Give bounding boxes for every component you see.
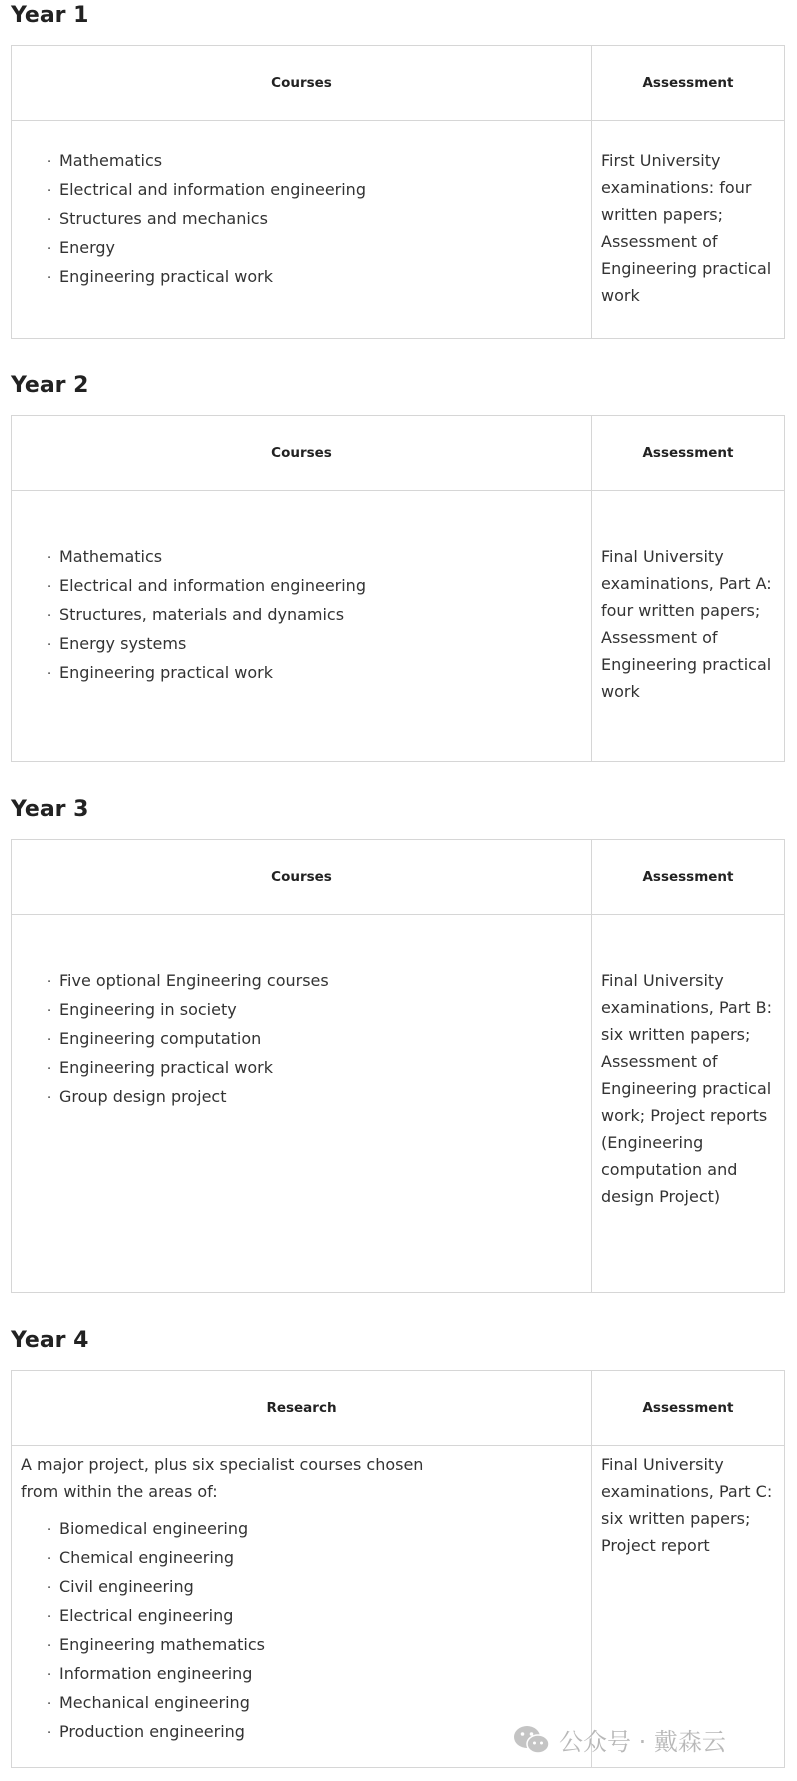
year-1-table bbox=[11, 45, 785, 339]
list-item: · Engineering practical work bbox=[47, 659, 591, 688]
table-header-row bbox=[12, 46, 784, 121]
year-2-title: Year 2 bbox=[11, 373, 89, 398]
list-item: · Mechanical engineering bbox=[47, 1689, 591, 1718]
assessment-text: Final University examinations, Part B: six written papers; Assessment of Engineering practical work; Project reports (Engineering computation and design Project) bbox=[601, 971, 773, 1206]
assessment-header: Assessment bbox=[642, 1400, 734, 1416]
list-item: · Mathematics bbox=[47, 543, 591, 572]
bullet-icon: · bbox=[47, 184, 52, 199]
list-item: · Chemical engineering bbox=[47, 1544, 591, 1573]
watermark-text: 公众号 · 戴森云 bbox=[559, 1728, 726, 1756]
bullet-icon: · bbox=[47, 1091, 52, 1106]
assessment-text: First University examinations: four written papers; Assessment of Engineering practical work bbox=[601, 151, 772, 305]
list-item: · Engineering in society bbox=[47, 996, 591, 1025]
assessment-cell bbox=[592, 1451, 784, 1559]
table-header-row bbox=[12, 1371, 784, 1446]
list-item: · Energy bbox=[47, 234, 591, 263]
courses-header: Courses bbox=[271, 75, 332, 91]
bullet-icon: · bbox=[47, 551, 52, 566]
bullet-icon: · bbox=[47, 1726, 52, 1741]
bullet-icon: · bbox=[47, 1697, 52, 1712]
assessment-header: Assessment bbox=[642, 869, 734, 885]
list-item: · Production engineering bbox=[47, 1718, 591, 1747]
course-list bbox=[12, 1515, 591, 1747]
course-list bbox=[12, 543, 591, 688]
bullet-icon: · bbox=[47, 580, 52, 595]
year-3-title: Year 3 bbox=[11, 797, 89, 822]
courses-header: Courses bbox=[271, 869, 332, 885]
list-item: · Engineering practical work bbox=[47, 263, 591, 292]
table-header-row bbox=[12, 416, 784, 491]
courses-header: Courses bbox=[271, 445, 332, 461]
list-item: · Structures, materials and dynamics bbox=[47, 601, 591, 630]
year-4-table bbox=[11, 1370, 785, 1768]
year-1-title: Year 1 bbox=[11, 3, 89, 28]
bullet-icon: · bbox=[47, 1523, 52, 1538]
course-list bbox=[12, 147, 591, 292]
year-3-table bbox=[11, 839, 785, 1293]
list-item: · Electrical engineering bbox=[47, 1602, 591, 1631]
assessment-text: Final University examinations, Part A: four written papers; Assessment of Engineering practical work bbox=[601, 547, 772, 701]
courses-cell bbox=[12, 967, 591, 1112]
list-item: · Electrical and information engineering bbox=[47, 572, 591, 601]
assessment-header: Assessment bbox=[642, 75, 734, 91]
bullet-icon: · bbox=[47, 1004, 52, 1019]
bullet-icon: · bbox=[47, 667, 52, 682]
list-item: · Mathematics bbox=[47, 147, 591, 176]
wechat-icon bbox=[513, 1724, 551, 1756]
bullet-icon: · bbox=[47, 638, 52, 653]
list-item: · Structures and mechanics bbox=[47, 205, 591, 234]
bullet-icon: · bbox=[47, 1639, 52, 1654]
table-header-row bbox=[12, 840, 784, 915]
assessment-header: Assessment bbox=[642, 445, 734, 461]
assessment-cell bbox=[592, 147, 784, 309]
list-item: · Five optional Engineering courses bbox=[47, 967, 591, 996]
bullet-icon: · bbox=[47, 1668, 52, 1683]
bullet-icon: · bbox=[47, 155, 52, 170]
assessment-text: Final University examinations, Part C: six written papers; Project report bbox=[601, 1455, 773, 1555]
year-4-title: Year 4 bbox=[11, 1328, 89, 1353]
assessment-cell bbox=[592, 543, 784, 705]
list-item: · Engineering mathematics bbox=[47, 1631, 591, 1660]
bullet-icon: · bbox=[47, 1062, 52, 1077]
list-item: · Energy systems bbox=[47, 630, 591, 659]
bullet-icon: · bbox=[47, 1552, 52, 1567]
list-item: · Biomedical engineering bbox=[47, 1515, 591, 1544]
bullet-icon: · bbox=[47, 271, 52, 286]
bullet-icon: · bbox=[47, 975, 52, 990]
bullet-icon: · bbox=[47, 242, 52, 257]
courses-cell bbox=[12, 147, 591, 292]
bullet-icon: · bbox=[47, 1581, 52, 1596]
bullet-icon: · bbox=[47, 609, 52, 624]
list-item: · Engineering practical work bbox=[47, 1054, 591, 1083]
assessment-cell bbox=[592, 967, 784, 1210]
list-item: · Engineering computation bbox=[47, 1025, 591, 1054]
research-cell bbox=[12, 1451, 591, 1747]
list-item: · Information engineering bbox=[47, 1660, 591, 1689]
bullet-icon: · bbox=[47, 213, 52, 228]
research-header: Research bbox=[266, 1400, 337, 1416]
watermark bbox=[513, 1722, 726, 1757]
list-item: · Electrical and information engineering bbox=[47, 176, 591, 205]
list-item: · Civil engineering bbox=[47, 1573, 591, 1602]
list-item: · Group design project bbox=[47, 1083, 591, 1112]
courses-cell bbox=[12, 543, 591, 688]
research-intro: A major project, plus six specialist courses chosen from within the areas of: bbox=[21, 1455, 424, 1501]
year-2-table bbox=[11, 415, 785, 762]
bullet-icon: · bbox=[47, 1610, 52, 1625]
bullet-icon: · bbox=[47, 1033, 52, 1048]
course-list bbox=[12, 967, 591, 1112]
